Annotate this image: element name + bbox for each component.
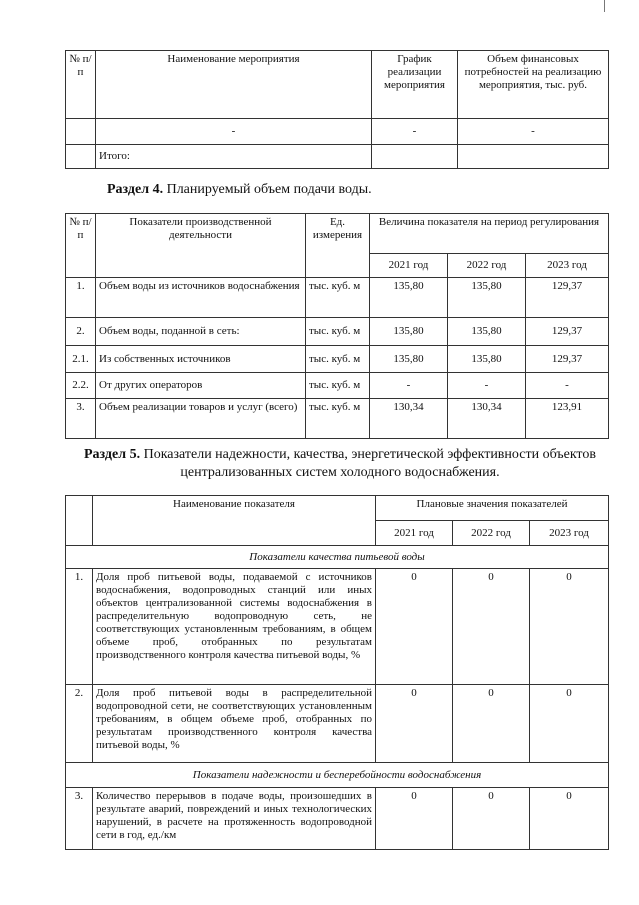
s4-header-value: Величина показателя на период регулирования: [370, 214, 609, 254]
table-row: [66, 788, 609, 850]
s5-header-plan: Плановые значения показателей: [376, 496, 609, 521]
row-name: От других операторов: [96, 373, 306, 399]
cell: [66, 145, 96, 169]
s4-header-row: [66, 214, 609, 254]
group-row: [66, 546, 609, 569]
row-name: Из собственных источников: [96, 346, 306, 373]
s4-header-unit: Ед. измерения: [306, 214, 370, 278]
page-edge-mark: [604, 0, 605, 12]
row-unit: тыс. куб. м: [306, 399, 370, 439]
s4-year-2023: 2023 год: [526, 254, 609, 278]
row-num: 2.: [66, 318, 96, 346]
section4-label: Раздел 4.: [107, 182, 164, 197]
s5-year-2023: 2023 год: [530, 521, 609, 546]
s5-header-name: Наименование показателя: [93, 496, 376, 546]
row-value: 0: [376, 569, 453, 685]
table-row: [66, 278, 609, 318]
section4-title: Планируемый объем подачи воды.: [166, 182, 372, 197]
row-value: 130,34: [370, 399, 448, 439]
cell: [372, 145, 458, 169]
row-value: 135,80: [370, 318, 448, 346]
row-value: 129,37: [526, 318, 609, 346]
row-value: 0: [530, 569, 609, 685]
s4-header-num: № п/п: [66, 214, 96, 278]
s5-year-2021: 2021 год: [376, 521, 453, 546]
s4-year-2022: 2022 год: [448, 254, 526, 278]
s5-header-row: [66, 496, 609, 521]
header-measure-name: Наименование мероприятия: [96, 51, 372, 119]
cell: [66, 119, 96, 145]
row-value: 0: [453, 569, 530, 685]
row-name: Количество перерывов в подаче воды, произошедших в результате аварий, повреждений и иных технологических нарушений, в расчете на протяженность водопроводной сети в год, ед./км: [93, 788, 376, 850]
table-row: [66, 373, 609, 399]
section5-title-line2: централизованных систем холодного водоснабжения.: [180, 465, 500, 480]
row-value: 0: [376, 685, 453, 763]
row-name: Доля проб питьевой воды, подаваемой с источников водоснабжения, водопроводных станций или иных объектов централизованной системы водоснабжения в распределительную водопроводную сеть, не соответствующих установленным требованиям, в общем объеме проб, отобранных по результатам производственного контроля качества питьевой воды, %: [93, 569, 376, 685]
row-value: 135,80: [448, 278, 526, 318]
header-num: № п/п: [66, 51, 96, 119]
table-row: [66, 346, 609, 373]
row-unit: тыс. куб. м: [306, 346, 370, 373]
row-num: 2.1.: [66, 346, 96, 373]
cell: -: [96, 119, 372, 145]
total-label: Итого:: [96, 145, 372, 169]
row-unit: тыс. куб. м: [306, 318, 370, 346]
s4-header-indicator: Показатели производственной деятельности: [96, 214, 306, 278]
row-value: 0: [530, 685, 609, 763]
section5-label: Раздел 5.: [84, 447, 141, 462]
cell: [458, 145, 609, 169]
row-num: 2.: [66, 685, 93, 763]
row-value: 135,80: [448, 346, 526, 373]
row-num: 3.: [66, 788, 93, 850]
row-value: -: [370, 373, 448, 399]
row-num: 1.: [66, 569, 93, 685]
row-name: Объем реализации товаров и услуг (всего): [96, 399, 306, 439]
row-value: 123,91: [526, 399, 609, 439]
row-value: 129,37: [526, 346, 609, 373]
s5-header-num: [66, 496, 93, 546]
row-num: 3.: [66, 399, 96, 439]
row-value: 129,37: [526, 278, 609, 318]
measures-header-row: [66, 51, 609, 119]
row-num: 1.: [66, 278, 96, 318]
row-name: Объем воды, поданной в сеть:: [96, 318, 306, 346]
water-supply-table: [65, 213, 609, 439]
row-value: -: [526, 373, 609, 399]
row-value: -: [448, 373, 526, 399]
group-row: [66, 763, 609, 788]
reliability-table: [65, 495, 609, 850]
table-row: [66, 569, 609, 685]
table-row: [66, 685, 609, 763]
cell: -: [372, 119, 458, 145]
row-name: Доля проб питьевой воды в распределительной водопроводной сети, не соответствующих установленным требованиям, в общем объеме проб, отобранных по результатам производственного контроля качества питьевой воды, %: [93, 685, 376, 763]
table-row: [66, 318, 609, 346]
measures-data-row: [66, 119, 609, 145]
measures-total-row: [66, 145, 609, 169]
group-quality-label: Показатели качества питьевой воды: [66, 546, 609, 569]
row-value: 0: [376, 788, 453, 850]
s4-year-2021: 2021 год: [370, 254, 448, 278]
row-value: 0: [453, 788, 530, 850]
section5-heading: [60, 446, 620, 482]
measures-table: [65, 50, 609, 169]
row-value: 0: [530, 788, 609, 850]
row-value: 135,80: [370, 278, 448, 318]
section4-heading: [107, 181, 372, 199]
row-unit: тыс. куб. м: [306, 373, 370, 399]
cell: -: [458, 119, 609, 145]
row-unit: тыс. куб. м: [306, 278, 370, 318]
group-reliability-label: Показатели надежности и бесперебойности водоснабжения: [66, 763, 609, 788]
header-finance: Объем финансовых потребностей на реализацию мероприятия, тыс. руб.: [458, 51, 609, 119]
row-value: 0: [453, 685, 530, 763]
header-schedule: График реализации мероприятия: [372, 51, 458, 119]
row-value: 135,80: [448, 318, 526, 346]
row-name: Объем воды из источников водоснабжения: [96, 278, 306, 318]
table-row: [66, 399, 609, 439]
s5-year-2022: 2022 год: [453, 521, 530, 546]
section5-title-line1: Показатели надежности, качества, энергетической эффективности объектов: [143, 447, 596, 462]
row-value: 130,34: [448, 399, 526, 439]
row-value: 135,80: [370, 346, 448, 373]
row-num: 2.2.: [66, 373, 96, 399]
section5-heading-line1: [60, 446, 620, 464]
